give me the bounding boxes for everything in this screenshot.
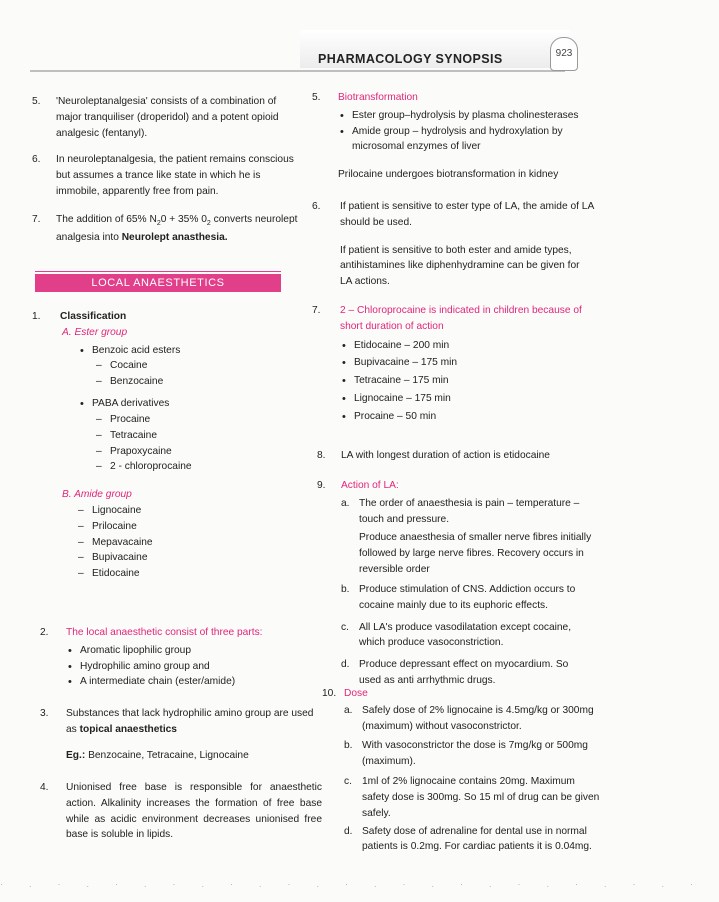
list-item: • Tetracaine – 175 min bbox=[340, 372, 596, 390]
example-line: Eg.: Benzocaine, Tetracaine, Lignocaine bbox=[66, 749, 249, 761]
section-title: Action of LA: bbox=[341, 480, 399, 491]
list-item: • A intermediate chain (ester/amide) bbox=[66, 674, 316, 690]
section-title: The local anaesthetic consist of three parts: bbox=[66, 627, 263, 638]
item-number: 5. bbox=[32, 96, 41, 107]
item-text: If patient is sensitive to both ester and amide types, antihistamines like diphenhydramine can be given for LA actions. bbox=[340, 244, 580, 288]
note-text: Prilocaine undergoes biotransformation in kidney bbox=[338, 169, 559, 181]
item-number: 9. bbox=[317, 480, 326, 491]
list-item: • Ester group–hydrolysis by plasma cholinesterases bbox=[338, 108, 594, 124]
section-title: 2 – Chloroprocaine is indicated in children because of short duration of action bbox=[340, 305, 582, 332]
item-number: 7. bbox=[312, 305, 321, 316]
item-number: 7. bbox=[32, 214, 41, 225]
running-header-title: PHARMACOLOGY SYNOPSIS bbox=[318, 52, 503, 66]
list-item: • Hydrophilic amino group and bbox=[66, 659, 316, 675]
list-item: • Lignocaine – 175 min bbox=[340, 390, 596, 408]
section-title: Classification bbox=[60, 311, 127, 322]
sub-item-a: a. The order of anaesthesia is pain – temperature – touch and pressure. Produce anaesthesia of smaller nerve fibres initially followed by large nerve fibres. Recovery occurs in reversible order bbox=[341, 497, 592, 576]
header-rule bbox=[30, 70, 565, 72]
section-banner: LOCAL ANAESTHETICS bbox=[35, 274, 281, 292]
list-item: – Mepavacaine bbox=[76, 535, 300, 551]
item-number: 10. bbox=[322, 688, 337, 699]
list-item: • Benzoic acid esters bbox=[78, 343, 300, 359]
bold-term: topical anaesthetics bbox=[79, 723, 177, 735]
item-text: In neuroleptanalgesia, the patient remains conscious but assumes a trance like state in which he is immobile, apparently free from pain. bbox=[56, 154, 294, 197]
list-item: – Tetracaine bbox=[94, 428, 300, 444]
item-number: 6. bbox=[32, 154, 41, 165]
list-item: – Prapoxycaine bbox=[94, 444, 300, 460]
list-item: – Benzocaine bbox=[94, 374, 300, 390]
banner-rule bbox=[35, 271, 281, 272]
list-item: • Procaine – 50 min bbox=[340, 408, 596, 426]
list-item: – Procaine bbox=[94, 412, 300, 428]
group-label-ester: A. Ester group bbox=[62, 326, 128, 338]
sub-item-b: b. Produce stimulation of CNS. Addiction occurs to cocaine mainly due to its euphoric effects. bbox=[341, 583, 576, 611]
list-item: – Cocaine bbox=[94, 358, 300, 374]
section-title: Dose bbox=[344, 688, 368, 699]
item-number: 1. bbox=[32, 311, 41, 322]
item-number: 5. bbox=[312, 92, 321, 103]
sub-item-c: c. 1ml of 2% lignocaine contains 20mg. Maximum safety dose is 300mg. So 15 ml of drug can be given safely. bbox=[344, 776, 600, 819]
group-label-amide: B. Amide group bbox=[62, 489, 132, 501]
item-text: LA with longest duration of action is etidocaine bbox=[341, 450, 550, 461]
item-text: 'Neuroleptanalgesia' consists of a combination of major tranquiliser (droperidol) and a potent opioid analgesic (fentanyl). bbox=[56, 96, 279, 139]
sub-item-b: b. With vasoconstrictor the dose is 7mg/kg or 500mg (maximum). bbox=[344, 740, 588, 768]
sub-item-a: a. Safely dose of 2% lignocaine is 4.5mg/kg or 300mg (maximum) without vasoconstrictor. bbox=[344, 704, 594, 732]
list-item: • Amide group – hydrolysis and hydroxylation by microsomal enzymes of liver bbox=[338, 124, 594, 156]
item-number: 6. bbox=[312, 201, 321, 212]
item-number: 8. bbox=[317, 450, 326, 461]
list-item: • Etidocaine – 200 min bbox=[340, 337, 596, 355]
list-item: • PABA derivatives bbox=[78, 396, 300, 412]
item-number: 4. bbox=[40, 782, 49, 793]
list-item: • Bupivacaine – 175 min bbox=[340, 354, 596, 372]
sub-item-d: d. Produce depressant effect on myocardium. So used as anti arrhythmic drugs. bbox=[341, 659, 569, 686]
item-text: The addition of 65% $N_20 + 35\%$ $0_2$ converts neurolept analgesia into Neurolept anasthesia. bbox=[56, 214, 298, 243]
sub-item-c: c. All LA's produce vasodilatation except cocaine, which produce vasoconstriction. bbox=[341, 621, 572, 649]
item-text: If patient is sensitive to ester type of LA, the amide of LA should be used. bbox=[340, 201, 594, 228]
section-title: Biotransformation bbox=[338, 92, 418, 103]
list-item: – Prilocaine bbox=[76, 519, 300, 535]
item-number: 3. bbox=[40, 708, 49, 719]
item-text: Substances that lack hydrophilic amino group are used as topical anaesthetics bbox=[66, 708, 314, 735]
page-number: 923 bbox=[550, 37, 578, 71]
list-item: – Etidocaine bbox=[76, 566, 300, 582]
bold-term: Neurolept anasthesia. bbox=[121, 231, 228, 243]
item-text: Unionised free base is responsible for anaesthetic action. Alkalinity increases the formation of free base while as acidic environment decreases unionised free base is soluble in lipids. bbox=[66, 782, 322, 841]
list-item: • Aromatic lipophilic group bbox=[66, 643, 316, 659]
scan-speckles: ·.·.·.·.·.·.·.·.·.·.·.·.· bbox=[0, 879, 719, 889]
list-item: – Bupivacaine bbox=[76, 550, 300, 566]
list-item: – 2 - chloroprocaine bbox=[94, 459, 300, 475]
list-item: – Lignocaine bbox=[76, 503, 300, 519]
item-number: 2. bbox=[40, 627, 49, 638]
sub-item-d: d. Safety dose of adrenaline for dental use in normal patients is 0.2mg. For cardiac patients it is 0.04mg. bbox=[344, 825, 592, 853]
